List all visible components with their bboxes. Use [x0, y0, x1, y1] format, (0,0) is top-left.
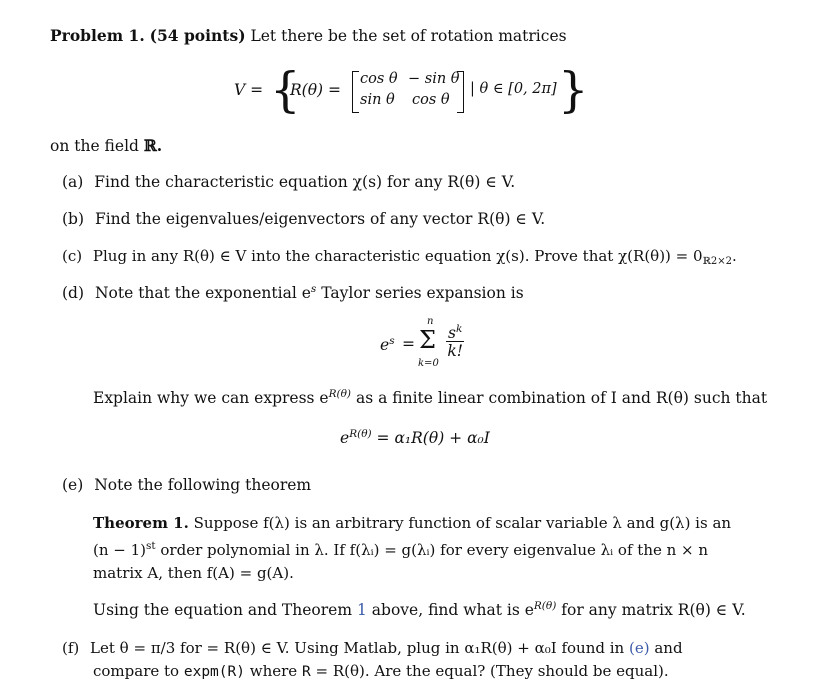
theorem-line-1: [93, 512, 731, 535]
theorem-line2-a: (n − 1): [93, 541, 147, 559]
part-c: [62, 247, 737, 267]
part-d-text2-b: as a finite linear combination of I and R(θ) such that: [355, 389, 768, 407]
theorem-line1-text: Suppose f(λ) is an arbitrary function of scalar variable λ and g(λ) is an: [193, 514, 732, 532]
theorem-block: [93, 512, 731, 585]
theorem-label: Theorem 1.: [93, 514, 189, 532]
part-b: [62, 210, 545, 228]
part-d-text2-a: Explain why we can express e: [93, 389, 329, 407]
exp-equation: [340, 428, 490, 447]
part-a: [62, 173, 515, 191]
part-e-using: [93, 600, 746, 619]
part-f-label: (f): [62, 639, 80, 657]
matrix-cell-11: cos θ: [360, 71, 398, 87]
series-equals: =: [402, 335, 415, 353]
field-symbol: ℝ.: [143, 136, 163, 155]
series-fraction: [446, 321, 464, 360]
part-f-line1-a: Let θ = π/3 for = R(θ) ∈ V. Using Matlab, plug in α₁R(θ) + α₀I found in: [90, 639, 625, 657]
right-curly-brace: }: [558, 62, 589, 118]
part-e-ref-link[interactable]: (e): [628, 639, 650, 657]
fraction-denominator: k!: [447, 342, 463, 360]
part-d-text1-end: Taylor series expansion is: [321, 284, 524, 302]
part-d-text2-sup: R(θ): [328, 388, 352, 400]
matrix-cell-12: − sin θ: [408, 71, 460, 87]
part-f-line2-b: where: [249, 662, 298, 680]
part-d-text1: Note that the exponential e: [94, 284, 311, 302]
part-c-text: Plug in any R(θ) ∈ V into the characteristic equation χ(s). Prove that χ(R(θ)) = 0: [92, 247, 703, 265]
field-line: [50, 136, 162, 155]
rotation-matrix: [352, 71, 464, 113]
problem-title: Problem 1.: [50, 26, 145, 45]
part-d-explain: [93, 388, 767, 407]
part-c-label: (c): [62, 247, 83, 265]
part-e-intro: [62, 476, 311, 494]
sum-lower-limit: k=0: [418, 358, 439, 369]
part-c-end: .: [731, 247, 737, 265]
matrix-cell-21: sin θ: [360, 92, 395, 108]
fraction-numerator: $s^k$: [448, 323, 463, 342]
theorem-line2-b: order polynomial in λ. If f(λᵢ) = g(λᵢ) for every eigenvalue λᵢ of the n × n: [160, 541, 709, 559]
expm-code: expm(R): [183, 664, 245, 680]
part-b-label: (b): [62, 210, 85, 228]
problem-heading-line: [50, 26, 567, 45]
matrix-cell-22: cos θ: [412, 92, 450, 108]
problem-points: (54 points): [149, 26, 246, 45]
part-e-using-a: Using the equation and Theorem: [93, 601, 353, 619]
exp-lhs: e: [340, 429, 350, 447]
part-f-line1-b: and: [654, 639, 683, 657]
part-e-using-b: above, find what is e: [371, 601, 534, 619]
part-f-line2-a: compare to: [93, 662, 180, 680]
theorem-line2-sup: st: [146, 540, 156, 552]
set-condition: | θ ∈ [0, 2π]: [470, 81, 557, 97]
part-d-label: (d): [62, 284, 85, 302]
set-equation: [0, 58, 825, 128]
theorem-line-2: [93, 535, 731, 562]
part-f-line-1: [62, 637, 683, 660]
part-f-line-2: [62, 660, 683, 684]
problem-intro: Let there be the set of rotation matrices: [250, 27, 567, 45]
sum-upper-limit: n: [427, 316, 434, 327]
part-e-using-c: for any matrix R(θ) ∈ V.: [561, 601, 746, 619]
part-f-line2-c: = R(θ). Are the equal? (They should be equal).: [315, 662, 669, 680]
set-lhs: V =: [234, 81, 264, 99]
field-text: on the field: [50, 137, 139, 155]
part-a-text: Find the characteristic equation χ(s) for any R(θ) ∈ V.: [94, 173, 516, 191]
part-c-subscript: ℝ2×2: [702, 256, 732, 267]
theorem-ref-link[interactable]: 1: [356, 601, 367, 619]
theorem-line-3: matrix A, then f(A) = g(A).: [93, 564, 294, 582]
part-b-text: Find the eigenvalues/eigenvectors of any vector R(θ) ∈ V.: [94, 210, 546, 228]
part-e-text: Note the following theorem: [94, 476, 312, 494]
left-curly-brace: {: [270, 62, 301, 118]
set-member: R(θ) =: [290, 81, 342, 99]
taylor-series-equation: [0, 316, 825, 376]
part-f: [62, 637, 683, 684]
part-d-intro: [62, 283, 524, 302]
part-d-text1-sup: s: [310, 283, 317, 295]
r-code: R: [301, 664, 311, 680]
exp-rhs: = α₁R(θ) + α₀I: [376, 429, 490, 447]
part-a-label: (a): [62, 173, 84, 191]
part-e-using-sup: R(θ): [533, 600, 557, 612]
series-lhs: $e^s$: [380, 335, 395, 354]
exp-lhs-sup: R(θ): [349, 428, 372, 440]
part-e-label: (e): [62, 476, 84, 494]
sum-symbol: Σ: [419, 326, 436, 354]
matrix-left-bracket: [352, 71, 359, 113]
